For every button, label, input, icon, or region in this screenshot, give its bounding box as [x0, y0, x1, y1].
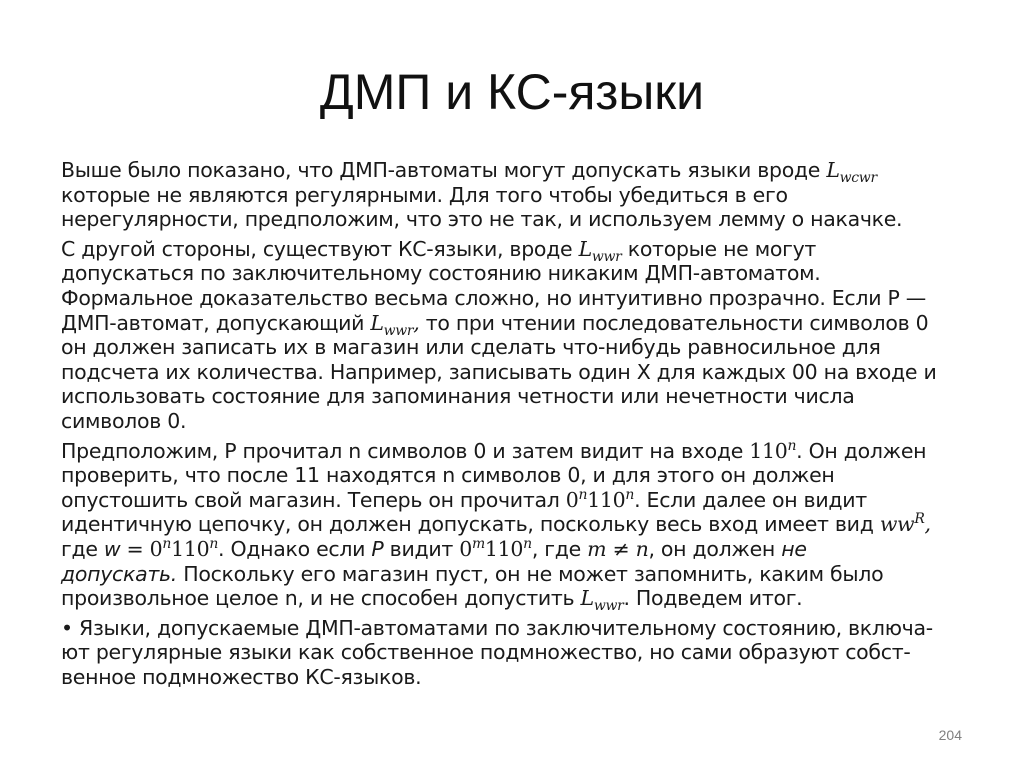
- math-base: 0: [149, 536, 163, 561]
- text-run: видит: [383, 536, 460, 561]
- text-run: идентичную цепочку, он должен допускать, поскольку весь вход имеет вид: [61, 512, 880, 537]
- math-base: 110: [749, 438, 788, 463]
- slide-body: [61, 158, 966, 694]
- text-line: ют регулярные языки как собственное подмножество, но сами образуют собст-: [61, 640, 911, 665]
- text-line: [61, 310, 966, 339]
- text-line: Формальное доказательство весьма сложно, но интуитивно прозрачно. Если P —: [61, 285, 926, 310]
- math-subscript: wwr: [593, 598, 624, 615]
- text-line: подсчета их количества. Например, записывать один X для каждых 00 на входе и: [61, 359, 937, 384]
- math-comma: ,: [924, 512, 931, 537]
- math-0m110n: [459, 537, 532, 561]
- text-line: [61, 439, 966, 464]
- math-superscript: n: [625, 486, 635, 503]
- paragraph-3: [61, 437, 966, 615]
- math-superscript: R: [914, 511, 925, 528]
- text-line: венное подмножество КС-языков.: [61, 664, 422, 689]
- math-superscript: n: [578, 486, 588, 503]
- math-subscript: wcwr: [839, 170, 877, 187]
- text-line: [61, 537, 966, 562]
- text-run: произвольное целое n, и не способен допустить: [61, 586, 581, 611]
- text-run: Выше было показано, что ДМП-автоматы могут допускать языки вроде: [61, 158, 827, 182]
- text-line: [61, 586, 966, 615]
- math-subscript: wwr: [383, 322, 414, 339]
- math-wwR: [880, 512, 931, 536]
- text-run: . Он должен: [796, 438, 927, 463]
- math-110n: [749, 439, 796, 463]
- text-line: • Языки, допускаемые ДМП-автоматами по заключительному состоянию, включа-: [61, 615, 933, 640]
- text-line: которые не являются регулярными. Для того чтобы убедиться в его: [61, 182, 788, 207]
- math-base: 0: [459, 536, 472, 561]
- math-superscript: n: [523, 536, 532, 553]
- math-symbol: L: [826, 158, 840, 182]
- text-line: использовать состояние для запоминания четности или нечетности числа: [61, 384, 855, 409]
- text-emphasis: допускать.: [61, 561, 178, 586]
- text-line: проверить, что после 11 находятся n символов 0, и для этого он должен: [61, 463, 835, 488]
- text-line: [61, 488, 966, 513]
- text-line: нерегулярности, предположим, что это не так, и используем лемму о накачке.: [61, 207, 903, 232]
- text-run: С другой стороны, существуют КС-языки, вроде: [61, 236, 579, 261]
- math-base: ww: [879, 512, 915, 537]
- math-L-wwr: [578, 236, 622, 265]
- text-line: [61, 158, 966, 187]
- math-superscript: n: [209, 536, 219, 553]
- text-var-w: w: [103, 536, 121, 561]
- math-base: 110: [587, 487, 626, 512]
- text-line: он должен записать их в магазин или сделать что-нибудь равносильное для: [61, 335, 881, 360]
- math-base: 110: [171, 536, 210, 561]
- math-comma: ,: [413, 310, 420, 335]
- text-run: , он должен: [648, 536, 782, 561]
- math-symbol: L: [578, 236, 592, 261]
- text-run: где: [61, 536, 104, 561]
- text-line: [61, 236, 966, 265]
- math-0n110n: [566, 488, 634, 512]
- text-line: допускаться по заключительному состоянию никаким ДМП-автоматом.: [61, 261, 821, 286]
- page-number: 204: [938, 727, 962, 743]
- math-m-neq-n: m ≠ n: [587, 536, 649, 561]
- text-run: =: [120, 536, 150, 561]
- math-base: 110: [484, 536, 524, 561]
- math-superscript: n: [787, 437, 797, 454]
- text-run: то при чтении последовательности символов 0: [419, 310, 929, 335]
- text-line: символов 0.: [61, 408, 187, 433]
- text-run: которые не могут: [621, 236, 817, 261]
- paragraph-1: [61, 158, 966, 232]
- text-emphasis: не: [781, 536, 807, 561]
- math-0n110n: [150, 537, 218, 561]
- text-run: . Если далее он видит: [634, 487, 867, 512]
- math-superscript: m: [471, 536, 485, 553]
- text-run: . Подведем итог.: [623, 586, 803, 611]
- math-symbol: L: [580, 586, 594, 611]
- text-run: Предположим, P прочитал n символов 0 и затем видит на входе: [61, 438, 750, 463]
- math-L-wwr: [370, 310, 420, 339]
- math-base: 0: [565, 487, 579, 512]
- math-L-wcwr: [826, 158, 877, 187]
- text-run: ДМП-автомат, допускающий: [61, 310, 371, 335]
- slide-title: ДМП и КС-языки: [319, 64, 705, 120]
- math-L-wwr: [580, 586, 624, 615]
- paragraph-2: [61, 237, 966, 434]
- text-line: [61, 562, 966, 587]
- text-run: опустошить свой магазин. Теперь он прочитал: [61, 487, 566, 512]
- math-subscript: wwr: [591, 248, 622, 265]
- text-run: . Однако если: [218, 536, 372, 561]
- text-line: [61, 512, 966, 537]
- math-superscript: n: [162, 536, 172, 553]
- text-run: , где: [531, 536, 588, 561]
- text-var-P: P: [371, 536, 384, 561]
- text-run: Поскольку его магазин пуст, он не может запомнить, каким было: [177, 561, 884, 586]
- math-symbol: L: [370, 310, 384, 335]
- paragraph-4-summary: [61, 616, 966, 690]
